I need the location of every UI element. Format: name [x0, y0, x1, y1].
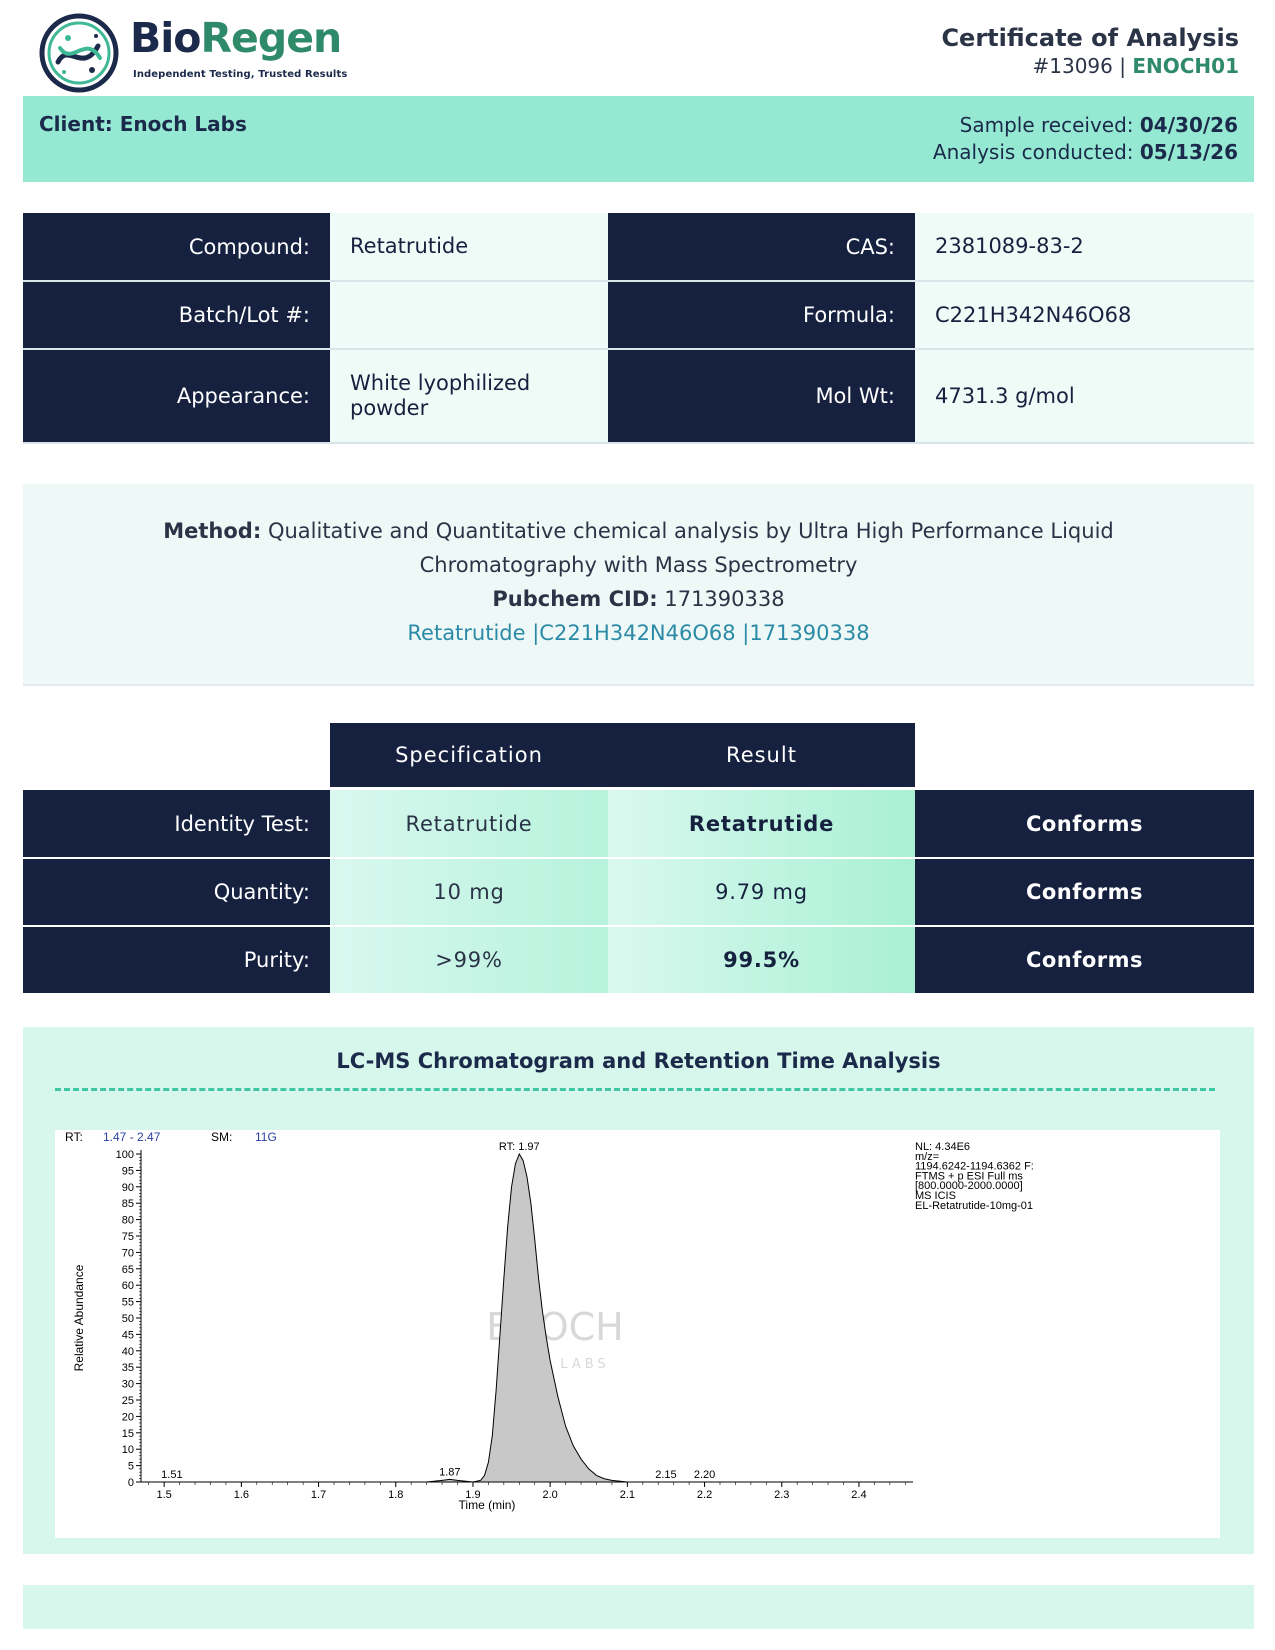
- watermark-subtext: LABS: [560, 1357, 610, 1372]
- identity-spec: Retatrutide: [330, 790, 608, 858]
- formula-value: C221H342N46O68: [915, 281, 1254, 349]
- y-tick-label: 0: [127, 1477, 134, 1489]
- instrument-info-line: m/z=: [915, 1150, 940, 1163]
- appearance-row: [23, 349, 1254, 443]
- y-tick-label: 85: [121, 1198, 134, 1211]
- x-tick-label: 1.6: [233, 1489, 250, 1501]
- y-tick-label: 70: [121, 1247, 134, 1260]
- x-tick-label: 1.9: [465, 1489, 481, 1501]
- brand-bio: Bio: [130, 14, 201, 62]
- purity-label: Purity:: [23, 926, 330, 994]
- y-tick-label: 75: [121, 1231, 134, 1243]
- identity-row: [23, 790, 1254, 858]
- y-tick-label: 5: [127, 1460, 134, 1473]
- compound-value: Retatrutide: [330, 213, 608, 281]
- appearance-value: White lyophilized powder: [330, 349, 608, 443]
- y-tick-label: 25: [121, 1395, 134, 1407]
- purity-result: 99.5%: [608, 926, 915, 994]
- purity-status: Conforms: [915, 926, 1254, 994]
- chromatogram-chart: [55, 1130, 1220, 1538]
- header: [0, 0, 1275, 96]
- y-tick-label: 80: [121, 1214, 134, 1227]
- pubchem-value: 171390338: [664, 587, 785, 611]
- result-header: Result: [608, 723, 915, 787]
- quantity-label: Quantity:: [23, 858, 330, 926]
- x-tick-label: 2.1: [619, 1489, 636, 1501]
- quantity-row: [23, 858, 1254, 926]
- method-label: Method:: [163, 519, 262, 543]
- instrument-info-line: [800.0000-2000.0000]: [915, 1180, 1023, 1193]
- batch-row: [23, 281, 1254, 349]
- formula-label: Formula:: [608, 281, 915, 349]
- client-name: Client: Enoch Labs: [39, 112, 247, 136]
- method-description: [23, 514, 1254, 582]
- x-tick-label: 1.7: [310, 1489, 327, 1501]
- y-tick-label: 90: [121, 1181, 134, 1194]
- y-tick-label: 65: [121, 1263, 134, 1276]
- y-tick-label: 10: [121, 1444, 134, 1457]
- chromatogram-section: [23, 1027, 1254, 1554]
- compound-row: [23, 213, 1254, 281]
- chromatogram-panel: [55, 1130, 1220, 1538]
- cas-value: 2381089-83-2: [915, 213, 1254, 281]
- conducted-date: 05/13/26: [1139, 140, 1238, 164]
- specification-header: Specification: [330, 723, 608, 787]
- peak-label: RT: 1.97: [498, 1141, 540, 1153]
- batch-label: Batch/Lot #:: [23, 281, 330, 349]
- x-tick-label: 2.4: [851, 1489, 867, 1501]
- y-tick-label: 95: [121, 1165, 134, 1178]
- rt-range-value: 1.47 - 2.47: [103, 1130, 161, 1144]
- client-dates: [933, 112, 1238, 166]
- results-table: [23, 790, 1254, 995]
- method-box: [23, 484, 1254, 686]
- x-tick-label: 1.5: [156, 1489, 172, 1501]
- x-tick-label: 2.2: [696, 1489, 713, 1501]
- y-tick-label: 100: [115, 1149, 134, 1161]
- x-tick-label: 2.3: [774, 1489, 790, 1501]
- quantity-result: 9.79 mg: [608, 858, 915, 926]
- peak-label: 1.87: [439, 1466, 461, 1479]
- purity-spec: >99%: [330, 926, 608, 994]
- conducted-label: Analysis conducted:: [932, 140, 1134, 164]
- molwt-label: Mol Wt:: [608, 349, 915, 443]
- identity-status: Conforms: [915, 790, 1254, 858]
- y-tick-label: 50: [121, 1313, 134, 1325]
- pubchem-label: Pubchem CID:: [492, 587, 658, 611]
- identity-label: Identity Test:: [23, 790, 330, 858]
- footer-band: [23, 1585, 1254, 1629]
- appearance-label: Appearance:: [23, 349, 330, 443]
- certificate-number: #13096: [1032, 54, 1113, 78]
- certificate-separator: |: [1119, 54, 1126, 78]
- y-tick-label: 40: [121, 1345, 134, 1358]
- pubchem-line: [23, 582, 1254, 616]
- received-label: Sample received:: [959, 113, 1134, 137]
- brand-regen: Regen: [200, 14, 342, 62]
- dashed-divider: [55, 1088, 1215, 1091]
- purity-row: [23, 926, 1254, 994]
- certificate-code: ENOCH01: [1132, 54, 1239, 78]
- method-text: Qualitative and Quantitative chemical analysis by Ultra High Performance Liquid Chromatography with Mass Spectrometry: [267, 519, 1114, 577]
- x-tick-label: 1.8: [388, 1489, 404, 1501]
- batch-value: [330, 281, 608, 349]
- x-axis-title: Time (min): [458, 1498, 516, 1512]
- compound-label: Compound:: [23, 213, 330, 281]
- peak-label: 2.20: [693, 1469, 716, 1481]
- brand-tagline: Independent Testing, Trusted Results: [133, 69, 348, 80]
- y-tick-label: 45: [121, 1329, 134, 1342]
- certificate-number-line: [1032, 54, 1239, 78]
- x-tick-label: 2.0: [542, 1489, 558, 1501]
- chromatogram-title: LC-MS Chromatogram and Retention Time Analysis: [336, 1049, 941, 1073]
- pubchem-link[interactable]: Retatrutide |C221H342N46O68 |171390338: [407, 621, 870, 645]
- cas-label: CAS:: [608, 213, 915, 281]
- brand-wordmark: [130, 14, 342, 62]
- molwt-value: 4731.3 g/mol: [915, 349, 1254, 443]
- y-tick-label: 30: [121, 1378, 134, 1391]
- sm-label: SM:: [211, 1130, 233, 1144]
- instrument-info-line: MS ICIS: [915, 1190, 956, 1202]
- instrument-info-line: EL-Retatrutide-10mg-01: [915, 1199, 1034, 1212]
- y-tick-label: 15: [121, 1427, 134, 1440]
- instrument-info-line: NL: 4.34E6: [915, 1141, 971, 1153]
- y-tick-label: 55: [121, 1296, 134, 1309]
- watermark-text: ENOCH: [486, 1305, 624, 1349]
- certificate-title: Certificate of Analysis: [941, 24, 1239, 52]
- client-band: [23, 96, 1254, 182]
- instrument-info-line: 1194.6242-1194.6362 F:: [915, 1160, 1034, 1173]
- instrument-info-line: FTMS + p ESI Full ms: [915, 1170, 1023, 1183]
- peak-label: 1.51: [161, 1469, 183, 1481]
- sm-value: 11G: [255, 1130, 277, 1144]
- rt-range-label: RT:: [65, 1130, 83, 1144]
- received-date: 04/30/26: [1139, 113, 1238, 137]
- identity-result: Retatrutide: [608, 790, 915, 858]
- peak-label: 2.15: [655, 1469, 677, 1481]
- quantity-status: Conforms: [915, 858, 1254, 926]
- quantity-spec: 10 mg: [330, 858, 608, 926]
- peak-area: [141, 1154, 913, 1482]
- y-tick-label: 60: [121, 1280, 134, 1293]
- y-axis-title: Relative Abundance: [72, 1264, 86, 1372]
- y-tick-label: 20: [121, 1411, 134, 1424]
- bioregen-logo-icon: [38, 12, 120, 94]
- compound-info-table: [23, 213, 1254, 444]
- y-tick-label: 35: [121, 1362, 134, 1375]
